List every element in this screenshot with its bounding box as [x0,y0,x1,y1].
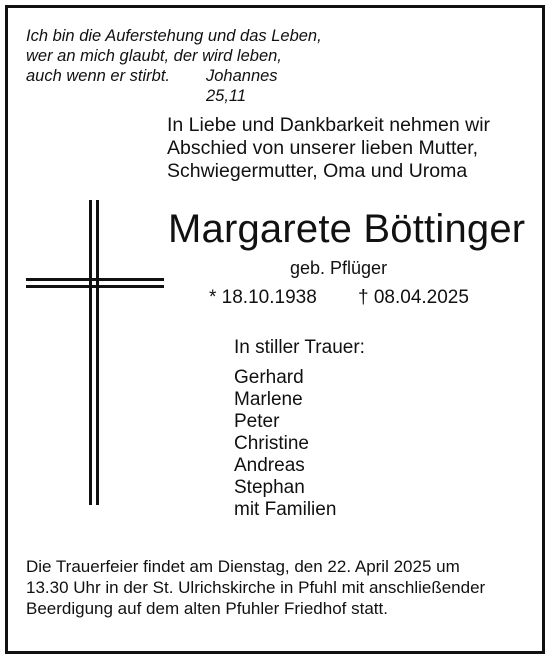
mourner-list [234,367,336,521]
cross-horizontal-line-top [26,278,164,281]
funeral-info [26,556,485,619]
intro-line-2: Abschied von unserer lieben Mutter, [167,137,479,159]
mourner-name: Stephan [234,477,305,498]
intro-line-3: Schwiegermutter, Oma und Uroma [167,160,468,182]
mourner-name: Marlene [234,389,303,410]
cross-vertical-line-right [96,200,99,505]
verse-reference: Johannes 25,11 [206,67,278,105]
bible-verse [26,26,322,105]
funeral-info-line-1: Die Trauerfeier findet am Dienstag, den 22. April 2025 um [26,557,460,576]
verse-line-2: wer an mich glaubt, der wird leben, [26,47,282,65]
verse-line-1: Ich bin die Auferstehung und das Leben, [26,27,322,45]
death-date: † 08.04.2025 [358,287,469,308]
mourner-name: mit Familien [234,499,337,520]
cross-vertical-line-left [89,200,92,505]
intro-line-1: In Liebe und Dankbarkeit nehmen wir [167,114,491,136]
mourner-name: Andreas [234,455,305,476]
mourning-label: In stiller Trauer: [234,337,365,358]
intro-text [167,114,490,183]
deceased-name: Margarete Böttinger [168,207,526,251]
cross-horizontal-line-bottom [26,285,164,288]
cross-icon [26,200,164,505]
birth-date: * 18.10.1938 [209,287,317,308]
mourner-name: Christine [234,433,309,454]
mourner-name: Gerhard [234,367,304,388]
mourner-name: Peter [234,411,280,432]
funeral-info-line-2: 13.30 Uhr in der St. Ulrichskirche in Pfuhl mit anschließender [26,578,486,597]
verse-line-3: auch wenn er stirbt. [26,67,170,85]
funeral-info-line-3: Beerdigung auf dem alten Pfuhler Friedhof statt. [26,599,388,618]
maiden-name: geb. Pflüger [290,258,388,278]
